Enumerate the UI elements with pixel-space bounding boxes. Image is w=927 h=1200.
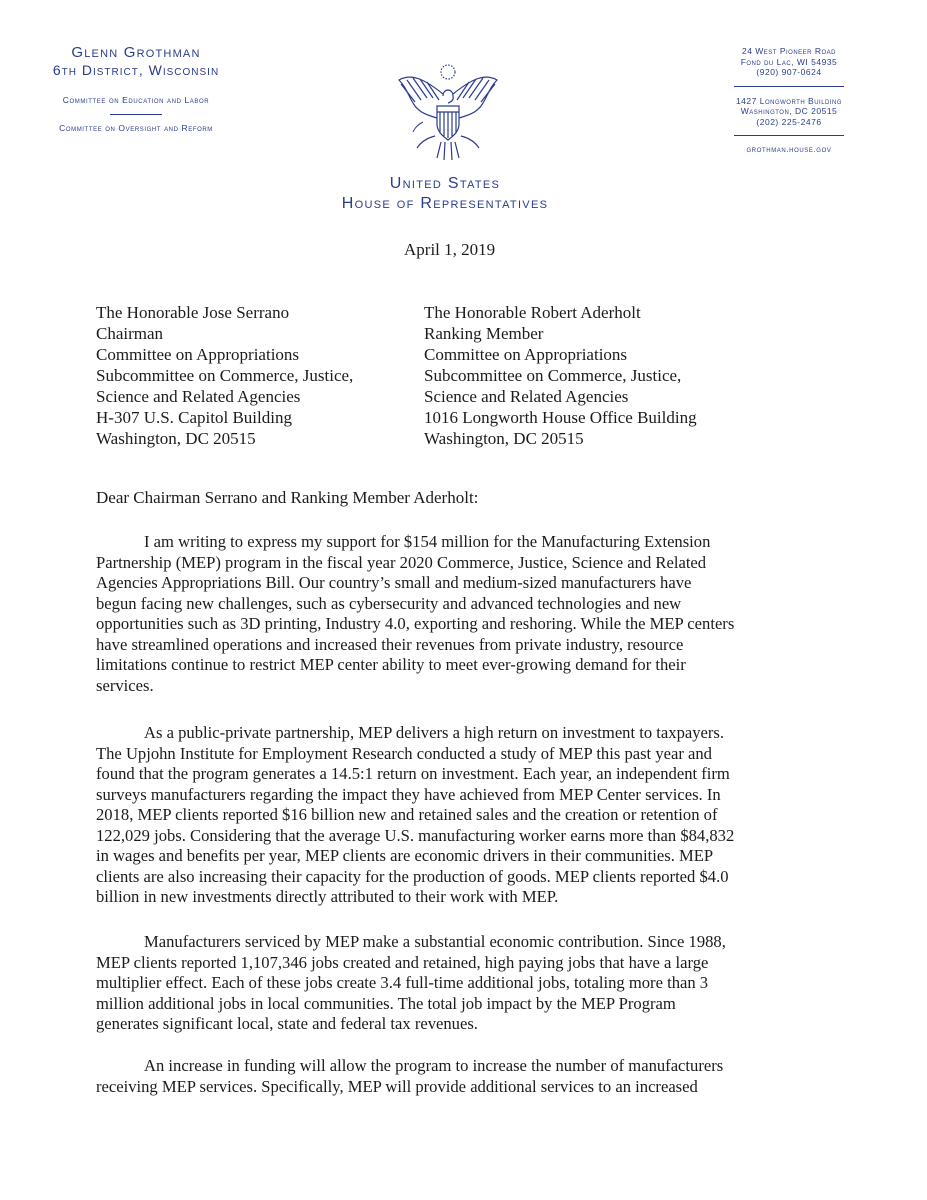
recipient-line: The Honorable Robert Aderholt [424,303,641,322]
office-city: Fond du Lac, WI 54935 [740,56,838,67]
recipient-line: Chairman [96,324,164,343]
paragraph-line: clients are also increasing their capacity for the production of goods. MEP clients reported $4.0 [96,866,729,886]
paragraph-line: services. [96,675,154,695]
office-phone: (920) 907-0624 [756,67,822,77]
recipient-line: Science and Related Agencies [424,387,629,406]
paragraph-line: opportunities such as 3D printing, Industry 4.0, exporting and reshoring. While the MEP centers [96,614,735,633]
recipient-line: Subcommittee on Commerce, Justice, [96,366,354,385]
office-city: Washington, DC 20515 [740,106,838,116]
paragraph-line: begun facing new challenges, such as cybersecurity and advanced technologies and new [96,593,682,613]
paragraph-line: Manufacturers serviced by MEP make a substantial economic contribution. Since 1988, [144,932,726,951]
recipient-line: The Honorable Jose Serrano [96,303,290,322]
recipient-line: Subcommittee on Commerce, Justice, [424,366,682,385]
recipient-line: Washington, DC 20515 [424,429,584,448]
member-name: Glenn Grothman [71,44,201,61]
office-district [709,46,869,78]
letterhead-left [36,44,236,133]
recipient-line: Committee on Appropriations [96,345,300,364]
recipient-line: Committee on Appropriations [424,345,628,364]
paragraph-line: 122,029 jobs. Considering that the average U.S. manufacturing worker earns more than $84,832 [96,825,735,845]
paragraph-line: multiplier effect. Each of these jobs create 3.4 full-time additional jobs, totaling more than 3 [96,973,709,992]
paragraph-line: surveys manufacturers regarding the impact they have achieved from MEP Center services. In [96,784,721,804]
paragraph-line: Partnership (MEP) program in the fiscal year 2020 Commerce, Justice, Science and Related [96,552,707,572]
divider [110,114,162,115]
paragraph-line: An increase in funding will allow the program to increase the number of manufacturers [144,1056,724,1075]
office-street: 24 West Pioneer Road [741,46,837,56]
office-phone: (202) 225-2476 [756,116,822,127]
great-seal-emblem [393,62,503,167]
website: grothman.house.gov [746,145,832,154]
committee-oversight: Committee on Oversight and Reform [59,123,213,133]
divider [734,135,844,136]
recipient-line: H-307 U.S. Capitol Building [96,408,292,427]
paragraph-line: 2018, MEP clients reported $16 billion new and retained sales and the creation or retention of [96,805,718,824]
member-district: 6th District, Wisconsin [52,62,220,78]
paragraph-line: billion in new investments directly attributed to their work with MEP. [96,887,559,906]
recipient-line: Science and Related Agencies [96,387,301,406]
recipient-line: Ranking Member [424,324,544,343]
paragraph-line: As a public-private partnership, MEP delivers a high return on investment to taxpayers. [144,723,725,742]
paragraph-line: found that the program generates a 14.5:1 return on investment. Each year, an independent firm [96,764,730,783]
paragraph-line: generates significant local, state and federal tax revenues. [96,1014,478,1033]
body-paragraph-2 [96,723,831,908]
recipient-line: Washington, DC 20515 [96,429,256,448]
body-paragraph-3 [96,932,831,1035]
divider [734,86,844,87]
letter-date: April 1, 2019 [404,240,496,259]
recipient-line: 1016 Longworth House Office Building [424,408,697,427]
paragraph-line: have streamlined operations and increased their revenues from private industry, resource [96,634,684,654]
paragraph-line: The Upjohn Institute for Employment Research conducted a study of MEP this past year and [96,743,712,763]
house-title-line1: United States [389,175,501,192]
recipient-ranking-member [424,302,697,449]
salutation: Dear Chairman Serrano and Ranking Member Aderholt: [96,488,479,507]
committee-education: Committee on Education and Labor [62,95,210,105]
letterhead-right [709,46,869,154]
office-street: 1427 Longworth Building [735,95,843,106]
body-paragraph-4 [96,1056,831,1097]
body-paragraph-1 [96,532,831,696]
house-title-line2: House of Representatives [341,195,549,212]
paragraph-line: receiving MEP services. Specifically, MEP will provide additional services to an increased [96,1076,698,1096]
paragraph-line: limitations continue to restrict MEP center ability to meet ever-growing demand for their [96,655,686,674]
paragraph-line: million additional jobs in local communities. The total job impact by the MEP Program [96,993,676,1013]
paragraph-line: Agencies Appropriations Bill. Our country’s small and medium-sized manufacturers have [96,573,692,592]
recipient-chairman [96,302,353,449]
paragraph-line: MEP clients reported 1,107,346 jobs created and retained, high paying jobs that have a large [96,952,709,972]
paragraph-line: in wages and benefits per year, MEP clients are economic drivers in their communities. MEP [96,846,714,865]
office-washington [709,96,869,128]
paragraph-line: I am writing to express my support for $154 million for the Manufacturing Extension [144,532,711,551]
